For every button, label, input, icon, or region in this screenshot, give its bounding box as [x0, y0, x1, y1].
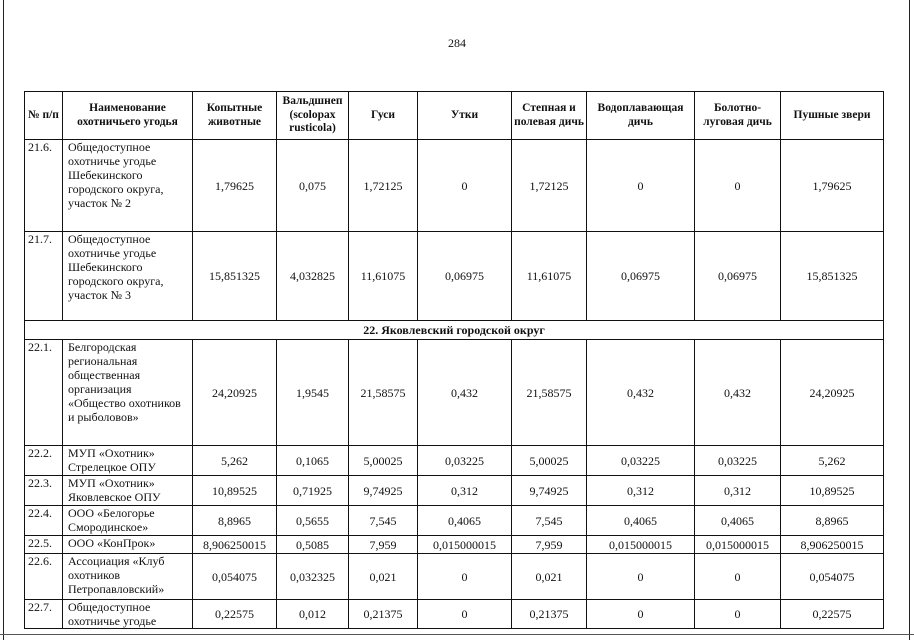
- ground-name: ООО «КонПрок»: [63, 536, 193, 554]
- value-cell: 8,906250015: [781, 536, 884, 554]
- value-cell: 0,432: [587, 340, 695, 446]
- value-cell: 0,06975: [587, 232, 695, 321]
- value-cell: 0,012: [277, 600, 349, 629]
- value-cell: 0,03225: [418, 446, 512, 476]
- value-cell: 0,06975: [418, 232, 512, 321]
- value-cell: 7,959: [512, 536, 587, 554]
- value-cell: 0: [695, 600, 781, 629]
- page-number: 284: [448, 36, 466, 50]
- row-number: 21.7.: [25, 232, 63, 321]
- ground-name: Общедоступное охотничье угодье Шебекинского городского округа, участок № 2: [63, 140, 193, 232]
- value-cell: 0: [587, 140, 695, 232]
- table-row: [25, 232, 884, 321]
- value-cell: 0: [418, 140, 512, 232]
- table-row: [25, 340, 884, 446]
- value-cell: 0: [587, 600, 695, 629]
- value-cell: 1,79625: [781, 140, 884, 232]
- value-cell: 24,20925: [193, 340, 277, 446]
- row-number: 22.5.: [25, 536, 63, 554]
- value-cell: 9,74925: [349, 476, 418, 506]
- value-cell: 5,262: [193, 446, 277, 476]
- row-number: 22.2.: [25, 446, 63, 476]
- value-cell: 0,075: [277, 140, 349, 232]
- section-title: 22. Яковлевский городской округ: [25, 321, 884, 340]
- table-row: [25, 536, 884, 554]
- value-cell: 0,021: [349, 554, 418, 600]
- ground-name: Белгородская региональная общественная организация «Общество охотников и рыболовов»: [63, 340, 193, 446]
- value-cell: 0,054075: [193, 554, 277, 600]
- ground-name: ООО «Белогорье Смородинское»: [63, 506, 193, 536]
- header-cell: Утки: [418, 92, 512, 140]
- value-cell: 8,906250015: [193, 536, 277, 554]
- header-cell: Наименование охотничьего угодья: [63, 92, 193, 140]
- header-cell: Гуси: [349, 92, 418, 140]
- value-cell: 0,5085: [277, 536, 349, 554]
- value-cell: 5,00025: [349, 446, 418, 476]
- value-cell: 0: [695, 140, 781, 232]
- value-cell: 0,4065: [695, 506, 781, 536]
- table-row: [25, 476, 884, 506]
- value-cell: 0,21375: [349, 600, 418, 629]
- row-number: 22.3.: [25, 476, 63, 506]
- value-cell: 8,8965: [193, 506, 277, 536]
- ground-name: МУП «Охотник» Стрелецкое ОПУ: [63, 446, 193, 476]
- value-cell: 0: [587, 554, 695, 600]
- section-row: [25, 321, 884, 340]
- value-cell: 0,432: [418, 340, 512, 446]
- header-cell: Водоплавающая дичь: [587, 92, 695, 140]
- value-cell: 0,1065: [277, 446, 349, 476]
- value-cell: 0,22575: [781, 600, 884, 629]
- row-number: 22.4.: [25, 506, 63, 536]
- row-number: 22.1.: [25, 340, 63, 446]
- row-number: 22.6.: [25, 554, 63, 600]
- header-cell: Степная и полевая дичь: [512, 92, 587, 140]
- value-cell: 0,432: [695, 340, 781, 446]
- row-number: 21.6.: [25, 140, 63, 232]
- value-cell: 0,312: [418, 476, 512, 506]
- value-cell: 0,312: [695, 476, 781, 506]
- value-cell: 0,06975: [695, 232, 781, 321]
- ground-name: Общедоступное охотничье угодье Шебекинского городского округа, участок № 3: [63, 232, 193, 321]
- value-cell: 11,61075: [349, 232, 418, 321]
- value-cell: 0,03225: [587, 446, 695, 476]
- page-left-edge: [3, 0, 4, 640]
- table-row: [25, 506, 884, 536]
- header-cell: Вальдшнеп (scolopax rusticola): [277, 92, 349, 140]
- value-cell: 0: [695, 554, 781, 600]
- value-cell: 24,20925: [781, 340, 884, 446]
- header-cell: Копытные животные: [193, 92, 277, 140]
- value-cell: 0,22575: [193, 600, 277, 629]
- value-cell: 15,851325: [781, 232, 884, 321]
- value-cell: 0,015000015: [695, 536, 781, 554]
- ground-name: МУП «Охотник» Яковлевское ОПУ: [63, 476, 193, 506]
- value-cell: 7,959: [349, 536, 418, 554]
- table-row: [25, 446, 884, 476]
- table-row: [25, 554, 884, 600]
- value-cell: 21,58575: [349, 340, 418, 446]
- value-cell: 0,021: [512, 554, 587, 600]
- value-cell: 21,58575: [512, 340, 587, 446]
- value-cell: 10,89525: [781, 476, 884, 506]
- value-cell: 0,312: [587, 476, 695, 506]
- value-cell: 0,4065: [418, 506, 512, 536]
- table-row: [25, 600, 884, 629]
- value-cell: 0,5655: [277, 506, 349, 536]
- value-cell: 5,262: [781, 446, 884, 476]
- row-number: 22.7.: [25, 600, 63, 629]
- value-cell: 0,4065: [587, 506, 695, 536]
- value-cell: 0,71925: [277, 476, 349, 506]
- value-cell: 0: [418, 554, 512, 600]
- value-cell: 1,72125: [512, 140, 587, 232]
- value-cell: 1,72125: [349, 140, 418, 232]
- header-row: [25, 92, 884, 140]
- quota-table: [24, 91, 884, 629]
- value-cell: 5,00025: [512, 446, 587, 476]
- value-cell: 0,03225: [695, 446, 781, 476]
- page-bottom-rule: [0, 634, 914, 637]
- value-cell: 0: [418, 600, 512, 629]
- table-row: [25, 140, 884, 232]
- value-cell: 10,89525: [193, 476, 277, 506]
- ground-name: Общедоступное охотничье угодье: [63, 600, 193, 629]
- value-cell: 1,9545: [277, 340, 349, 446]
- page-right-edge: [909, 0, 910, 640]
- value-cell: 1,79625: [193, 140, 277, 232]
- value-cell: 8,8965: [781, 506, 884, 536]
- value-cell: 0,032325: [277, 554, 349, 600]
- header-cell: Пушные звери: [781, 92, 884, 140]
- value-cell: 15,851325: [193, 232, 277, 321]
- value-cell: 0,054075: [781, 554, 884, 600]
- value-cell: 11,61075: [512, 232, 587, 321]
- value-cell: 0,015000015: [587, 536, 695, 554]
- value-cell: 0,015000015: [418, 536, 512, 554]
- ground-name: Ассоциация «Клуб охотников Петропавловский»: [63, 554, 193, 600]
- value-cell: 4,032825: [277, 232, 349, 321]
- value-cell: 9,74925: [512, 476, 587, 506]
- value-cell: 7,545: [349, 506, 418, 536]
- header-cell: Болотно-луговая дичь: [695, 92, 781, 140]
- header-cell: № п/п: [25, 92, 63, 140]
- value-cell: 0,21375: [512, 600, 587, 629]
- value-cell: 7,545: [512, 506, 587, 536]
